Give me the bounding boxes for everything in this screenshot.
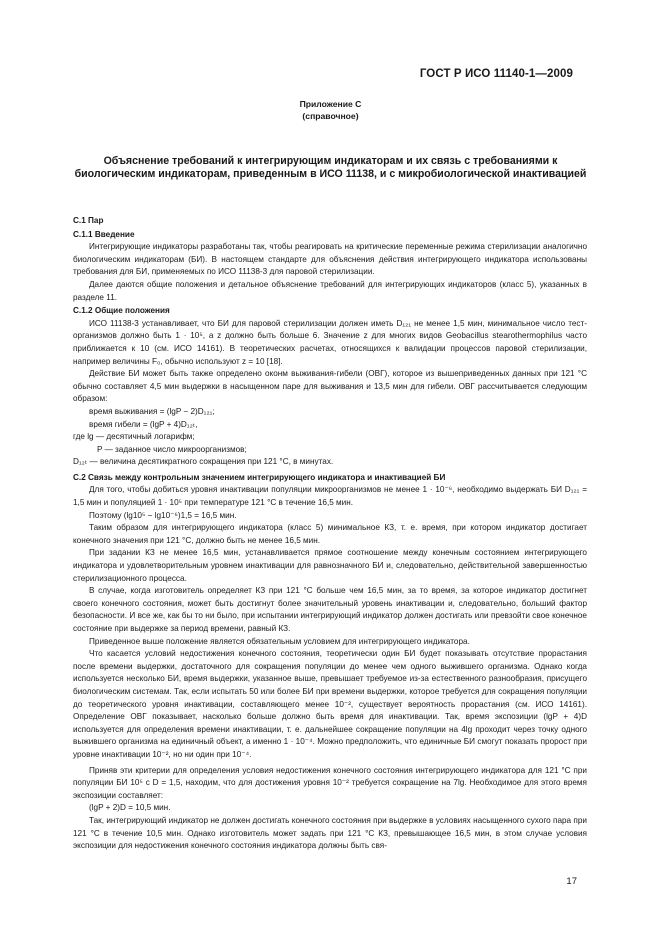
appendix-name: Приложение С [299, 99, 362, 109]
formula-survival-time: время выживания = (lgP − 2)D₁₂₁; [89, 406, 215, 416]
document-title: Объяснение требований к интегрирующим индикаторам и их связь с требованиями к биологическим индикаторам, приведенным в ИСО 11138, и с микробиологической инактивацией [74, 155, 587, 181]
formula-legend-p: P — заданное число микроорганизмов; [97, 444, 247, 454]
formula-legend-lg: где lg — десятичный логарифм; [73, 432, 195, 442]
paragraph: Действие БИ может быть также определено оконм выживания-гибели (ОВГ), которое из вышеприведенных данных при 121 °С обычно составляет 4,5 мин выдержки в насыщенном паре для выживания и 13,5 мин для гибели. ОВГ рассчитывается следующим образом: [73, 369, 587, 404]
paragraph: Таким образом для интегрирующего индикатора (класс 5) минимальное КЗ, т. е. время, при котором индикатор достигает конечного значения при 121 °С, должно быть не менее 16,5 мин. [73, 523, 587, 545]
appendix-heading [0, 98, 661, 122]
formula-calculation: Поэтому (lg10⁵ − lg10⁻⁶)1,5 = 16,5 мин. [89, 510, 237, 520]
paragraph: Что касается условий недостижения конечного состояния, теоретически один БИ будет показывать отсутствие прорастания после времени выдержки, достаточного для сокращения популяции до менее чем одного выжившего организма. Однако когда используется несколько БИ, время выдержки, указанное выше, превышает требуемое из-за естественного разнообразия, присущего биологическим системам. Так, если испытать 50 или более БИ при времени выдержки, которое требуется для сокращения популяции до теоретического уровня инактивации, составляющего менее 10⁻², существует вероятность прорастания (см. ИСО 14161). Определение ОВГ показывает, насколько больше должно быть время для инактивации. Так, время экспозиции (lgP + 4)D используется для определения времени инактивации, т. е. дальнейшее сокращение популяции на 4lg проходит через точку одного выжившего организма на единичный объект, а именно 1 · 10⁻⁴. Можно предположить, что единичные БИ смогут показать пророст при уровне инактивации 10⁻², но ни один при 10⁻⁴. [73, 649, 587, 759]
document-body [73, 214, 587, 853]
formula-legend-d: D₁₂ₜ — величина десятикратного сокращения при 121 °С, в минутах. [73, 457, 334, 467]
paragraph: ИСО 11138-3 устанавливает, что БИ для паровой стерилизации должен иметь D₁₂₁ не менее 1,5 мин, минимальное число тест-организмов должно быть 1 · 10⁵, а z должно быть больше 6. Значение z для многих видов Geobacillus stearothermophilus часто приближается к 10 (см. ИСО 14161). В теоретических расчетах, относящихся к валидации процессов паровой стерилизации, например величины F₀, обычно используют z = 10 [18]. [73, 318, 587, 366]
paragraph: В случае, когда изготовитель определяет КЗ при 121 °С больше чем 16,5 мин, за то время, за которое индикатор достигнет своего конечного состояния, может быть достигнут более значительный уровень инактивации и, следовательно, больший фактор безопасности. И все же, как бы то ни было, при испытании интегрирующий индикатор должен достигать или превзойти свое конечное состояние при выдержке за период времени, равный КЗ. [73, 586, 587, 633]
paragraph: Так, интегрирующий индикатор не должен достигать конечного состояния при выдержке в условиях насыщенного сухого пара при 121 °С в течение 10,5 мин. Однако изготовитель может задать при 121 °С КЗ, превышающее 16,5 мин, в этом случае условия экспозиции для недостижения конечного состояния индикатора должны быть свя- [73, 815, 587, 851]
section-heading-c12: С.1.2 Общие положения [73, 306, 170, 316]
paragraph: Далее даются общие положения и детальное объяснение требований для интегрирующих индикаторов (класс 5), указанных в разделе 11. [73, 279, 587, 302]
section-heading-c1: С.1 Пар [73, 216, 104, 225]
paragraph: Приведенное выше положение является обязательным условием для интегрирующего индикатора. [89, 636, 470, 646]
section-heading-c11: С.1.1 Введение [73, 229, 135, 239]
formula-kill-time: время гибели = (lgP + 4)D₁₂ₜ, [89, 419, 198, 429]
paragraph: При задании КЗ не менее 16,5 мин, устанавливается прямое соотношение между конечным состоянием интегрирующего индикатора и удовлетворительным уровнем инактивации для равнозначного БИ и, следовательно, действительной завершенностью стерилизационного процесса. [73, 548, 587, 583]
appendix-kind: (справочное) [302, 111, 359, 121]
paragraph: Интегрирующие индикаторы разработаны так, чтобы реагировать на критические переменные режима стерилизации аналогично биологическим индикаторам (БИ). В настоящем стандарте для объяснения действия интегрирующего индикатора использованы требования для БИ, применяемых по ИСО 11138-3 для паровой стерилизации. [73, 242, 587, 277]
standard-header: ГОСТ Р ИСО 11140-1—2009 [419, 68, 573, 80]
formula-exposure-time: (lgP + 2)D = 10,5 мин. [89, 803, 171, 813]
paragraph: Приняв эти критерии для определения условия недостижения конечного состояния интегрирующего индикатора для 121 °С при популяции БИ 10⁵ с D = 1,5, находим, что для достижения уровня 10⁻² требуется сокращение на 7lg. Необходимое для этого время экспозиции составляет: [73, 765, 587, 800]
section-heading-c2: С.2 Связь между контрольным значением интегрирующего индикатора и инактивацией БИ [73, 472, 446, 482]
page-number: 17 [566, 876, 577, 887]
paragraph: Для того, чтобы добиться уровня инактивации популяции микроорганизмов не менее 1 · 10⁻⁶, необходимо выдержать БИ D₁₂₁ = 1,5 мин и популяцией 1 · 10⁵ при температуре 121 °С в течение 16,5 мин. [73, 485, 587, 508]
